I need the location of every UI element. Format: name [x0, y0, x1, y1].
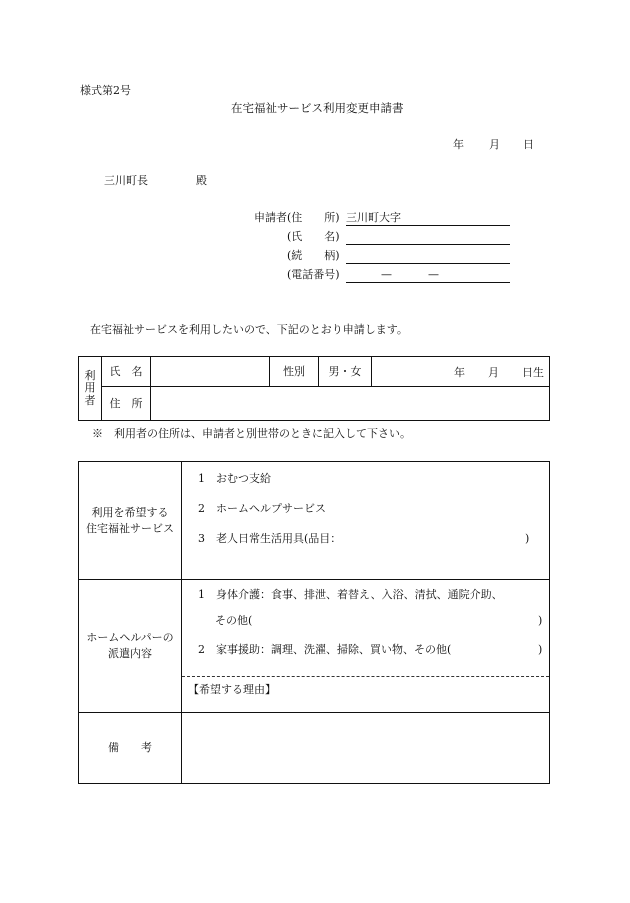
phone-line[interactable] [346, 282, 510, 283]
applicant-name-label: (氏 名) [287, 230, 340, 243]
addressee-honorific: 殿 [196, 174, 207, 187]
intro-text: 在宅福祉サービスを利用したいので、下記のとおり申請します。 [90, 323, 408, 336]
dispatch-item-1-close: ) [538, 614, 543, 627]
birth-month-label: 月 [488, 366, 499, 379]
date-day-label: 日 [523, 138, 534, 151]
name-line[interactable] [346, 244, 510, 245]
user-side-label: 利 用 者 [79, 357, 102, 421]
dispatch-content[interactable] [182, 580, 550, 713]
gender-label: 性別 [270, 357, 319, 387]
user-info-table [78, 356, 550, 421]
reason-divider [182, 676, 549, 677]
applicant-phone-label: (電話番号) [287, 268, 340, 281]
service-1[interactable]: 1 おむつ支給 [198, 472, 271, 485]
remarks-label: 備 考 [79, 713, 182, 784]
user-address-label: 住 所 [102, 387, 151, 421]
desired-service-label: 利用を希望する 住宅福祉サービス [79, 462, 182, 580]
reason-label: 【希望する理由】 [188, 683, 276, 696]
form-title: 在宅福祉サービス利用変更申請書 [231, 101, 404, 115]
desired-service-options[interactable] [182, 462, 550, 580]
note-text: ※ 利用者の住所は、申請者と別世帯のときに記入して下さい。 [92, 427, 411, 440]
applicant-relation-label: (続 柄) [287, 249, 340, 262]
remarks-field[interactable] [182, 713, 550, 784]
birth-year-label: 年 [454, 366, 465, 379]
address-line[interactable] [346, 225, 510, 226]
relation-line[interactable] [346, 263, 510, 264]
applicant-address-value: 三川町大字 [346, 211, 401, 224]
phone-separator-1: — [381, 268, 392, 281]
form-number: 様式第2号 [80, 84, 131, 97]
user-address-field[interactable] [151, 387, 550, 421]
gender-options[interactable]: 男・女 [319, 357, 372, 387]
dispatch-label: ホームヘルパーの 派遣内容 [79, 580, 182, 713]
service-3[interactable]: 3 老人日常生活用具(品目： [198, 532, 342, 545]
dispatch-item-2[interactable]: 2 家事援助：調理、洗濯、掃除、買い物、その他( [198, 643, 452, 656]
birthdate-field[interactable] [372, 357, 550, 387]
dispatch-item-2-close: ) [538, 643, 543, 656]
phone-separator-2: — [428, 268, 439, 281]
date-year-label: 年 [453, 138, 464, 151]
dispatch-item-1-other[interactable]: その他( [215, 614, 253, 627]
service-2[interactable]: 2 ホームヘルプサービス [198, 502, 326, 515]
service-table [78, 461, 550, 784]
birth-day-label: 日生 [522, 366, 544, 379]
addressee-name: 三川町長 [104, 174, 148, 187]
service-3-close: ) [525, 532, 530, 545]
dispatch-item-1[interactable]: 1 身体介護：食事、排泄、着替え、入浴、清拭、通院介助、 [198, 588, 503, 601]
date-month-label: 月 [489, 138, 500, 151]
user-name-label: 氏 名 [102, 357, 151, 387]
applicant-address-label: (住 所) [287, 211, 340, 224]
applicant-label: 申請者 [254, 211, 287, 224]
user-name-field[interactable] [151, 357, 270, 387]
